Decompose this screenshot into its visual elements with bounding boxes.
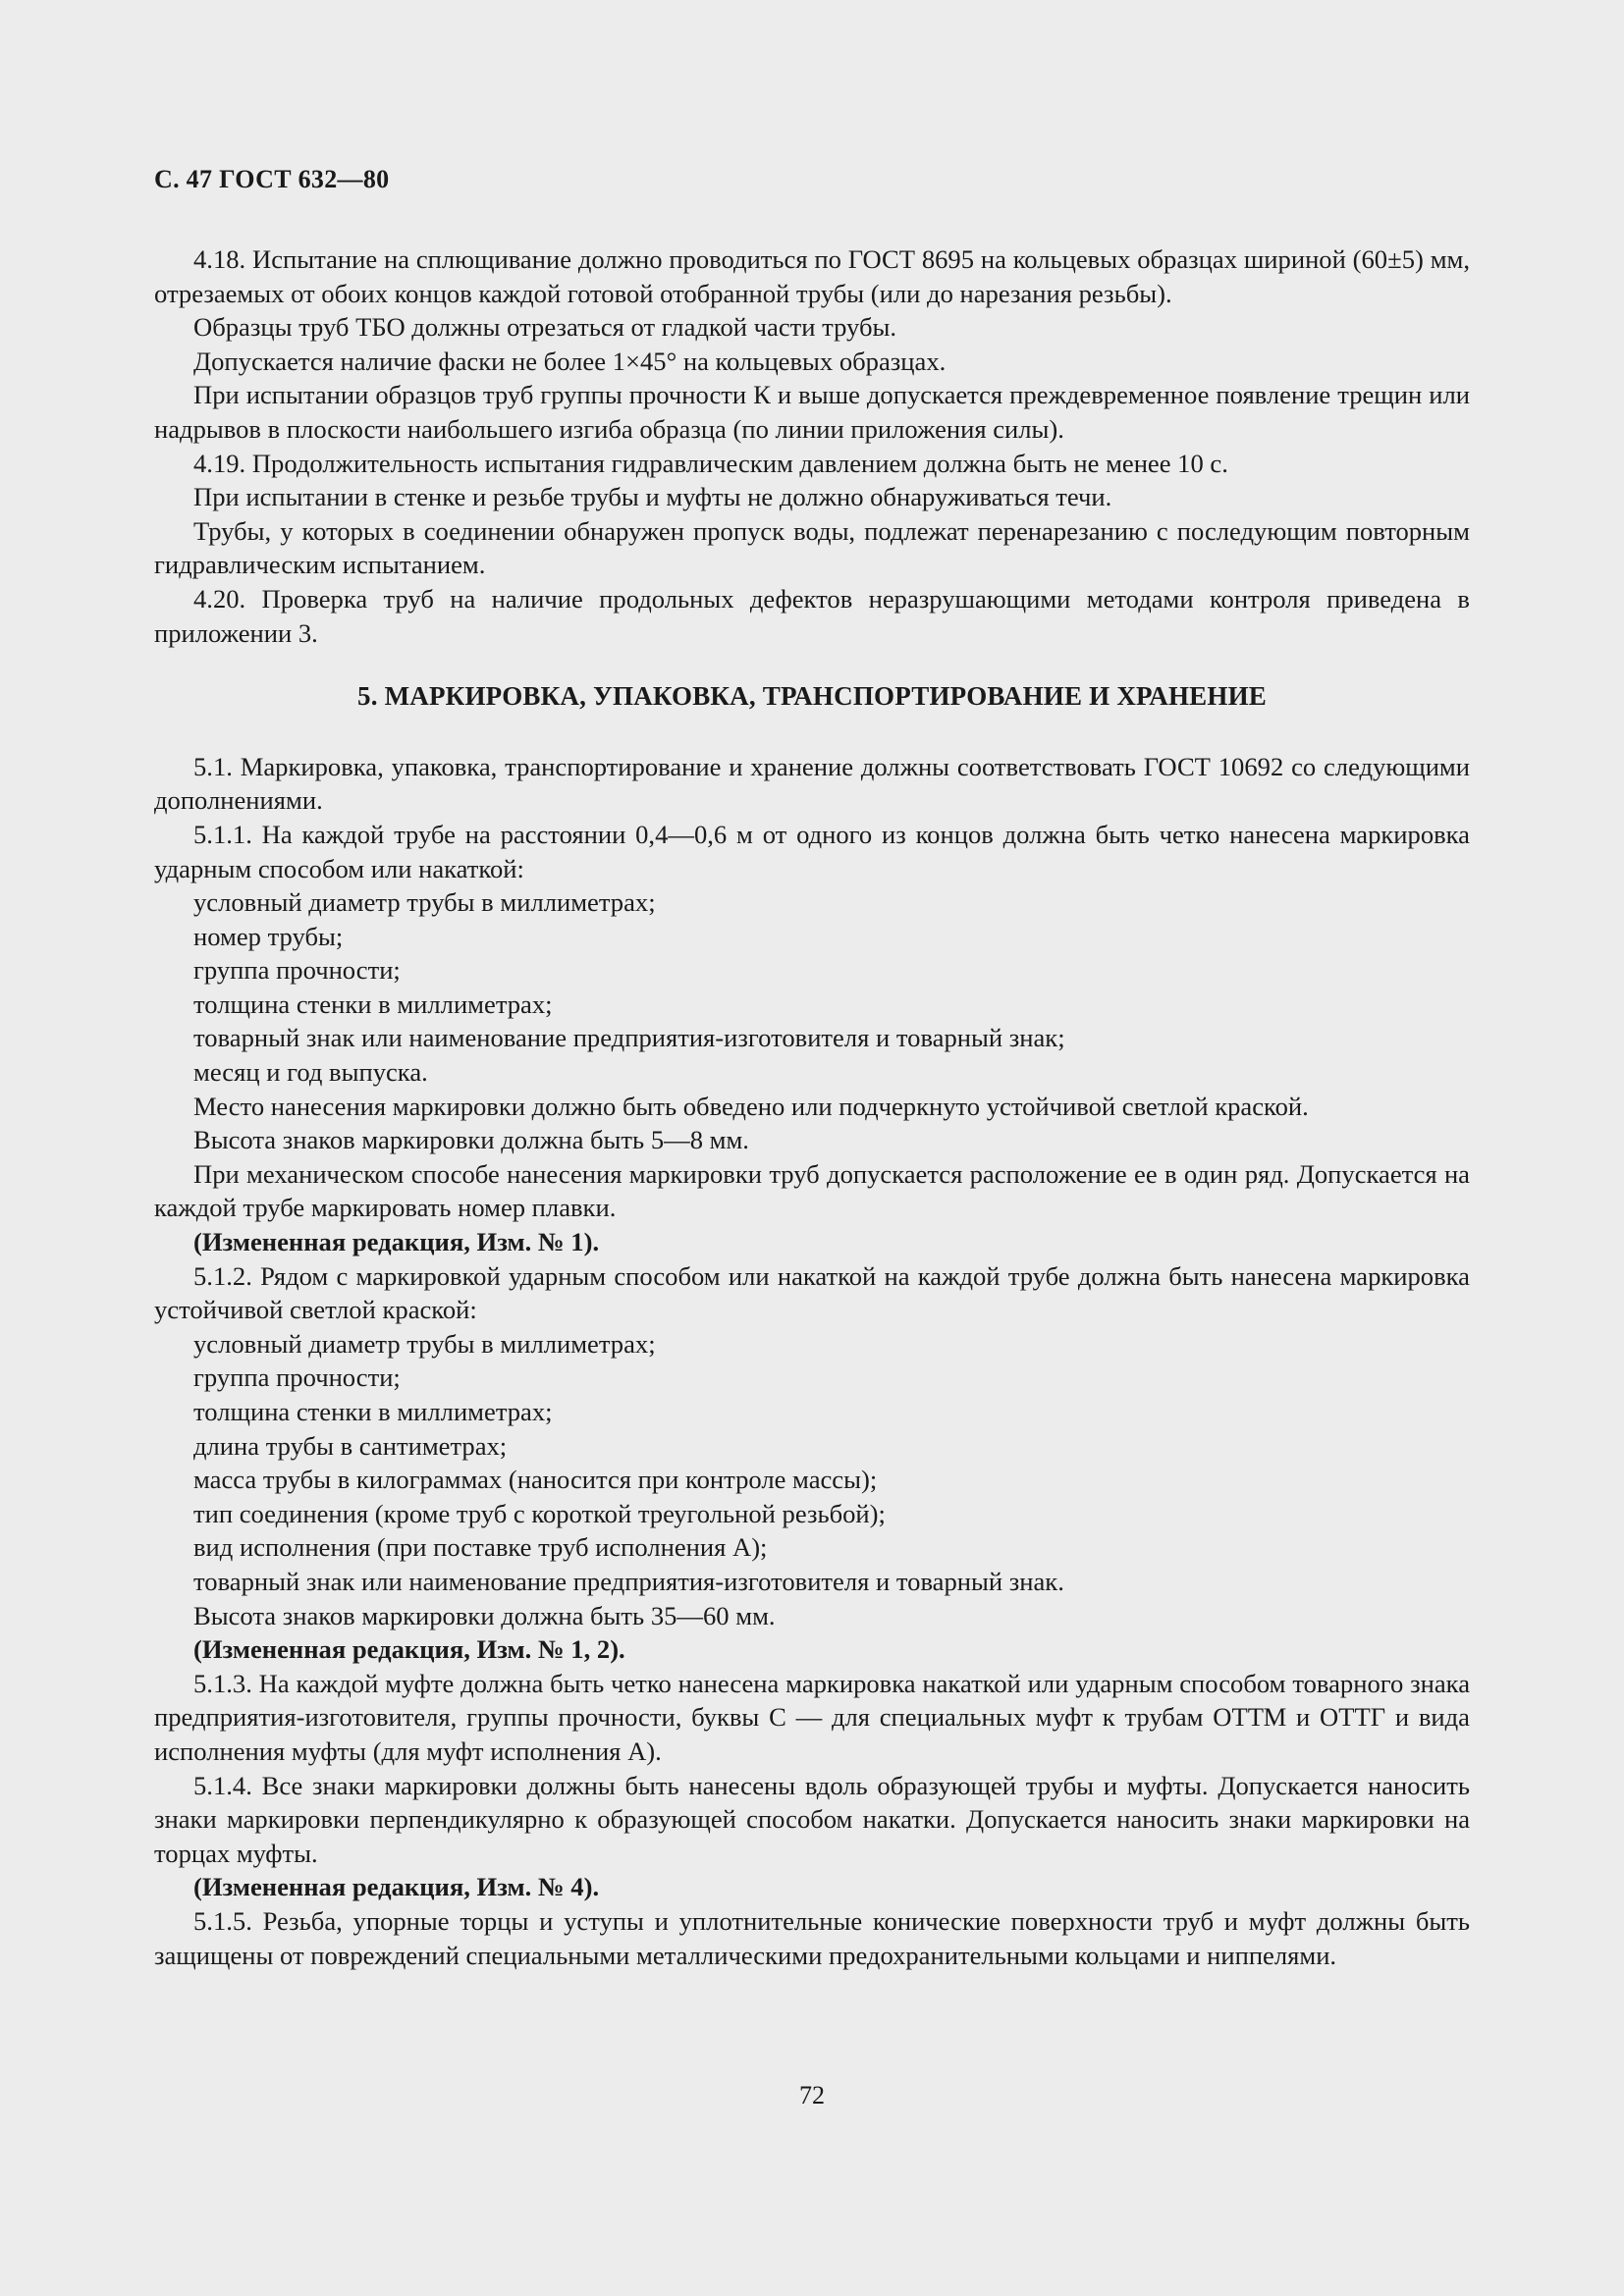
list-item: длина трубы в сантиметрах; — [193, 1430, 508, 1461]
list-item: толщина стенки в миллиметрах; — [193, 1397, 553, 1426]
list-item: условный диаметр трубы в миллиметрах; — [193, 887, 656, 918]
paragraph: 4.18. Испытание на сплющивание должно проводиться по ГОСТ 8695 на кольцевых образцах шириной (60±5) мм, отрезаемых от обоих концов каждой готовой отобранной трубы (или до нарезания резьбы). — [154, 244, 1470, 308]
list-item: номер трубы; — [193, 921, 344, 951]
document-body — [154, 242, 1470, 1972]
list-item: товарный знак или наименование предприятия-изготовителя и товарный знак; — [193, 1023, 1065, 1053]
paragraph: Трубы, у которых в соединении обнаружен пропуск воды, подлежат перенарезанию с последующим повторным гидравлическим испытанием. — [154, 515, 1470, 580]
list-item: толщина стенки в миллиметрах; — [193, 988, 553, 1019]
amendment-note: (Измененная редакция, Изм. № 1, 2). — [193, 1634, 625, 1665]
amendment-note: (Измененная редакция, Изм. № 1). — [193, 1227, 600, 1257]
paragraph: Высота знаков маркировки должна быть 5—8 мм. — [193, 1125, 749, 1155]
list-item: вид исполнения (при поставке труб исполнения А); — [193, 1532, 768, 1563]
amendment-note: (Измененная редакция, Изм. № 4). — [193, 1872, 600, 1902]
list-item: группа прочности; — [193, 1362, 401, 1393]
paragraph: Высота знаков маркировки должна быть 35—60 мм. — [193, 1600, 776, 1630]
list-item: группа прочности; — [193, 955, 401, 986]
list-item: тип соединения (кроме труб с короткой треугольной резьбой); — [193, 1498, 886, 1528]
list-item: месяц и год выпуска. — [193, 1057, 428, 1088]
list-item: условный диаметр трубы в миллиметрах; — [193, 1328, 656, 1359]
list-item: масса трубы в килограммах (наносится при контроле массы); — [193, 1465, 878, 1495]
list-item: товарный знак или наименование предприятия-изготовителя и товарный знак. — [193, 1566, 1064, 1596]
paragraph: 5.1.4. Все знаки маркировки должны быть нанесены вдоль образующей трубы и муфты. Допускается наносить знаки маркировки перпендикулярно к образующей способом накатки. Допускается наносить знаки маркировки на торцах муфты. — [154, 1770, 1470, 1868]
paragraph: 5.1.1. На каждой трубе на расстоянии 0,4—0,6 м от одного из концов должна быть четко нанесена маркировка ударным способом или накаткой: — [154, 819, 1470, 883]
running-header: С. 47 ГОСТ 632—80 — [154, 165, 390, 193]
paragraph: 5.1. Маркировка, упаковка, транспортирование и хранение должны соответствовать ГОСТ 10692 со следующими дополнениями. — [154, 751, 1470, 816]
paragraph: При механическом способе нанесения маркировки труб допускается расположение ее в один ряд. Допускается на каждой трубе маркировать номер плавки. — [154, 1158, 1470, 1223]
paragraph: 4.19. Продолжительность испытания гидравлическим давлением должна быть не менее 10 с. — [193, 448, 1228, 478]
paragraph: Образцы труб ТБО должны отрезаться от гладкой части трубы. — [193, 312, 897, 343]
section-title: 5. МАРКИРОВКА, УПАКОВКА, ТРАНСПОРТИРОВАНИЕ И ХРАНЕНИЕ — [357, 681, 1267, 712]
paragraph: 5.1.2. Рядом с маркировкой ударным способом или накаткой на каждой трубе должна быть нанесена маркировка устойчивой светлой краской: — [154, 1260, 1470, 1325]
paragraph: При испытании образцов труб группы прочности К и выше допускается преждевременное появление трещин или надрывов в плоскости наибольшего изгиба образца (по линии приложения силы). — [154, 380, 1470, 444]
page-number: 72 — [799, 2081, 825, 2109]
document-page — [154, 0, 1470, 2296]
paragraph: При испытании в стенке и резьбе трубы и муфты не должно обнаруживаться течи. — [193, 482, 1112, 512]
paragraph: 5.1.5. Резьба, упорные торцы и уступы и уплотнительные конические поверхности труб и муфт должны быть защищены от повреждений специальными металлическими предохранительными кольцами и ниппелями. — [154, 1905, 1470, 1970]
paragraph: 5.1.3. На каждой муфте должна быть четко нанесена маркировка накаткой или ударным способом товарного знака предприятия-изготовителя, группы прочности, буквы С — для специальных муфт к трубам ОТТМ и ОТТГ и вида исполнения муфты (для муфт исполнения А). — [154, 1668, 1470, 1766]
paragraph: Допускается наличие фаски не более 1×45° на кольцевых образцах. — [193, 346, 947, 376]
paragraph: Место нанесения маркировки должно быть обведено или подчеркнуто устойчивой светлой краской. — [193, 1091, 1309, 1121]
paragraph: 4.20. Проверка труб на наличие продольных дефектов неразрушающими методами контроля приведена в приложении 3. — [154, 583, 1470, 648]
